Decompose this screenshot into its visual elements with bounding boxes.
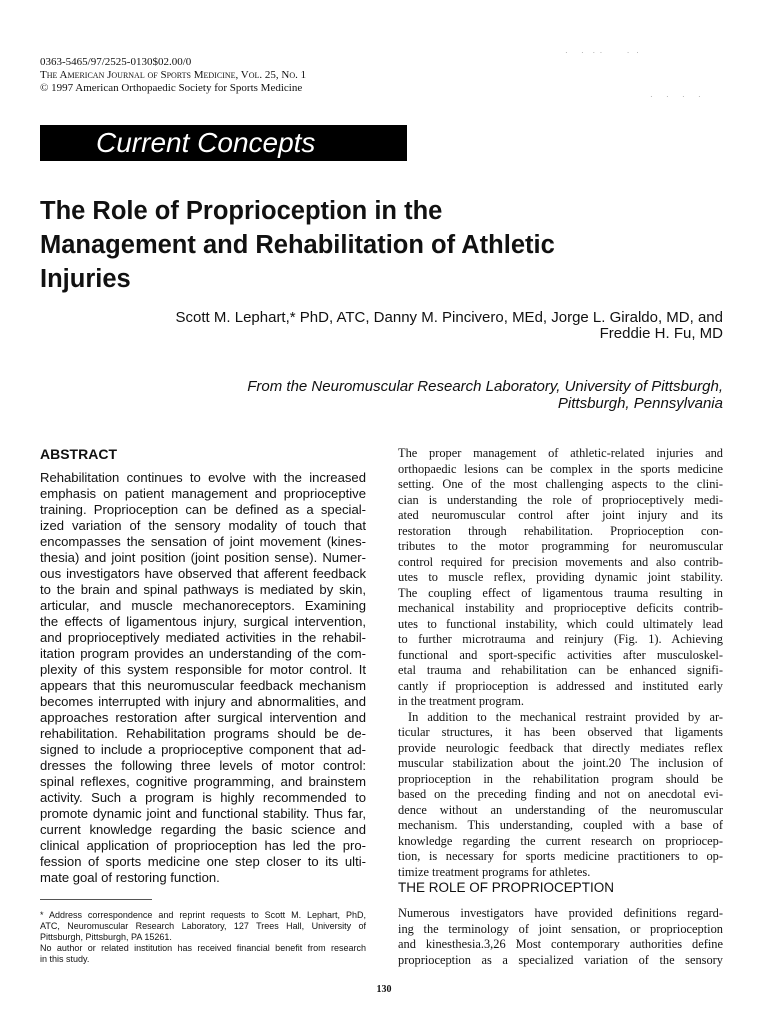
abstract-line: activity. Such a program is highly recommended to bbox=[40, 790, 366, 805]
scan-artifact: · · · · bbox=[650, 92, 701, 101]
section-banner bbox=[40, 125, 407, 161]
scan-artifact: · · · · · · bbox=[565, 48, 639, 57]
body-line: restoration through rehabilitation. Proprioception con- bbox=[398, 523, 723, 538]
authors-line: Scott M. Lephart,* PhD, ATC, Danny M. Pincivero, MEd, Jorge L. Giraldo, MD, and bbox=[175, 309, 723, 326]
body-line: proprioception as a specialized variation of the sensory bbox=[398, 952, 723, 967]
body-line: tion, is necessary for sports medicine practitioners to op- bbox=[398, 849, 723, 863]
affiliation-line: From the Neuromuscular Research Laboratory, University of Pittsburgh, bbox=[247, 378, 723, 395]
abstract-line: approaches restoration after surgical intervention and bbox=[40, 710, 366, 725]
section-banner-label: Current Concepts bbox=[96, 127, 316, 158]
footnote-divider bbox=[40, 899, 152, 900]
authors-line: Freddie H. Fu, MD bbox=[599, 325, 723, 342]
abstract-line: clinical application of proprioception has led the pro- bbox=[40, 838, 366, 853]
footnote-line: ATC, Neuromuscular Research Laboratory, 127 Trees Hall, University of bbox=[40, 921, 366, 931]
body-line: setting. One of the most challenging aspects to the clini- bbox=[398, 477, 723, 491]
body-line: orthopaedic lesions can be complex in the sports medicine bbox=[398, 461, 723, 476]
body-line: cantly if proprioception is addressed and instituted early bbox=[398, 678, 723, 693]
body-line: mechanical instability and proprioceptive deficits contrib- bbox=[398, 601, 723, 615]
abstract-line: becomes interrupted with injury and abnormalities, and bbox=[40, 694, 366, 709]
abstract-line: articular, and muscle mechanoreceptors. Examining bbox=[40, 598, 366, 613]
body-line: ing the terminology of joint sensation, or proprioception bbox=[398, 921, 723, 936]
body-line: cian is understanding the role of proprioceptively medi- bbox=[398, 492, 723, 507]
abstract-line: training. Proprioception can be defined as a special- bbox=[40, 502, 366, 517]
abstract-line: and proprioceptively mediated activities in the rehabil- bbox=[40, 630, 366, 645]
abstract-line: appears that this neuromuscular feedback mechanism bbox=[40, 678, 366, 693]
abstract-line: the effects of ligamentous injury, surgical intervention, bbox=[40, 614, 366, 629]
body-line: and kinesthesia.3,26 Most contemporary authorities define bbox=[398, 937, 723, 951]
abstract-line: ous investigators have observed that afferent feedback bbox=[40, 566, 366, 581]
abstract-line: fession of sports medicine one step closer to its ulti- bbox=[40, 854, 366, 869]
abstract-line: current knowledge regarding the basic science and bbox=[40, 822, 366, 837]
body-line: in the treatment program. bbox=[398, 694, 524, 708]
footnote-line: * Address correspondence and reprint requests to Scott M. Lephart, PhD, bbox=[40, 910, 366, 920]
abstract-line: itation program provides an understanding of the com- bbox=[40, 646, 366, 661]
journal-citation: The American Journal of Sports Medicine, Vol. 25, No. 1 bbox=[40, 69, 307, 81]
body-line: knowledge regarding the current research on propriocep- bbox=[398, 833, 723, 848]
body-line: proprioception in the rehabilitation program should be bbox=[398, 771, 723, 786]
copyright-line: © 1997 American Orthopaedic Society for Sports Medicine bbox=[40, 82, 303, 94]
body-line: tributes to the motor programming for neuromuscular bbox=[398, 539, 723, 553]
body-line: utes to muscle reflex, providing dynamic joint stability. bbox=[398, 570, 723, 584]
body-line: The proper management of athletic-related injuries and bbox=[398, 446, 723, 460]
body-line: control required for precision movements and also contrib- bbox=[398, 554, 723, 569]
body-line: based on the preceding finding and not on anecdotal evi- bbox=[398, 787, 723, 801]
body-line: Numerous investigators have provided definitions regard- bbox=[398, 906, 723, 920]
affiliation-line: Pittsburgh, Pennsylvania bbox=[557, 395, 723, 412]
abstract-line: rehabilitation. Rehabilitation programs should be de- bbox=[40, 726, 366, 741]
body-line: muscular stabilization about the joint.20 The inclusion of bbox=[398, 756, 723, 770]
body-line: ated neuromuscular control after joint injury and its bbox=[398, 508, 723, 522]
body-line: to further microtrauma and reinjury (Fig. 1). Achieving bbox=[398, 632, 723, 646]
footnote-line: No author or related institution has received financial benefit from research bbox=[40, 943, 366, 953]
abstract-line: spinal reflexes, cognitive programming, and brainstem bbox=[40, 774, 366, 789]
section-heading: THE ROLE OF PROPRIOCEPTION bbox=[398, 880, 615, 895]
journal-code: 0363-5465/97/2525-0130$02.00/0 bbox=[40, 56, 192, 68]
abstract-line: to the brain and spinal pathways is mediated by skin, bbox=[40, 582, 366, 597]
body-line: functional and sport-specific activities after musculoskel- bbox=[398, 647, 723, 662]
page-number: 130 bbox=[376, 984, 392, 995]
body-line: provide neurologic feedback that directly mediates reflex bbox=[398, 740, 723, 755]
abstract-line: signed to include a proprioceptive component that ad- bbox=[40, 742, 366, 757]
body-line: timize treatment programs for athletes. bbox=[398, 864, 591, 879]
abstract-line: thesia) and joint position (joint position sense). Numer- bbox=[40, 550, 366, 565]
footnote-line: Pittsburgh, Pittsburgh, PA 15261. bbox=[40, 932, 172, 942]
body-line: In addition to the mechanical restraint provided by ar- bbox=[408, 709, 723, 724]
abstract-heading: ABSTRACT bbox=[40, 446, 117, 462]
abstract-line: mate goal of restoring function. bbox=[40, 870, 220, 885]
body-line: utes to functional instability, which could ultimately lead bbox=[398, 616, 723, 631]
article-title-line: Management and Rehabilitation of Athletic bbox=[40, 231, 555, 259]
body-line: The coupling effect of ligamentous trauma resulting in bbox=[398, 585, 723, 600]
abstract-line: promote dynamic joint and functional stability. Thus far, bbox=[40, 806, 366, 821]
abstract-line: encompasses the sensation of joint movement (kines- bbox=[40, 534, 366, 549]
article-title-line: The Role of Proprioception in the bbox=[40, 197, 443, 225]
abstract-line: emphasis on patient management and proprioceptive bbox=[40, 486, 366, 501]
footnote-line: in this study. bbox=[40, 954, 90, 964]
body-line: dence without an understanding of the neuromuscular bbox=[398, 802, 723, 817]
abstract-line: dresses the following three levels of motor control: bbox=[40, 758, 366, 773]
body-line: mechanism. This understanding, coupled with a base of bbox=[398, 818, 723, 832]
body-line: ticular structures, it has been observed that ligaments bbox=[398, 725, 723, 739]
abstract-line: plexity of this system responsible for motor control. It bbox=[40, 662, 366, 677]
abstract-line: ized variation of the sensory modality of touch that bbox=[40, 518, 366, 533]
abstract-line: Rehabilitation continues to evolve with the increased bbox=[40, 470, 366, 485]
body-line: etal trauma and rehabilitation can be enhanced signifi- bbox=[398, 663, 723, 677]
article-title-line: Injuries bbox=[40, 265, 131, 293]
